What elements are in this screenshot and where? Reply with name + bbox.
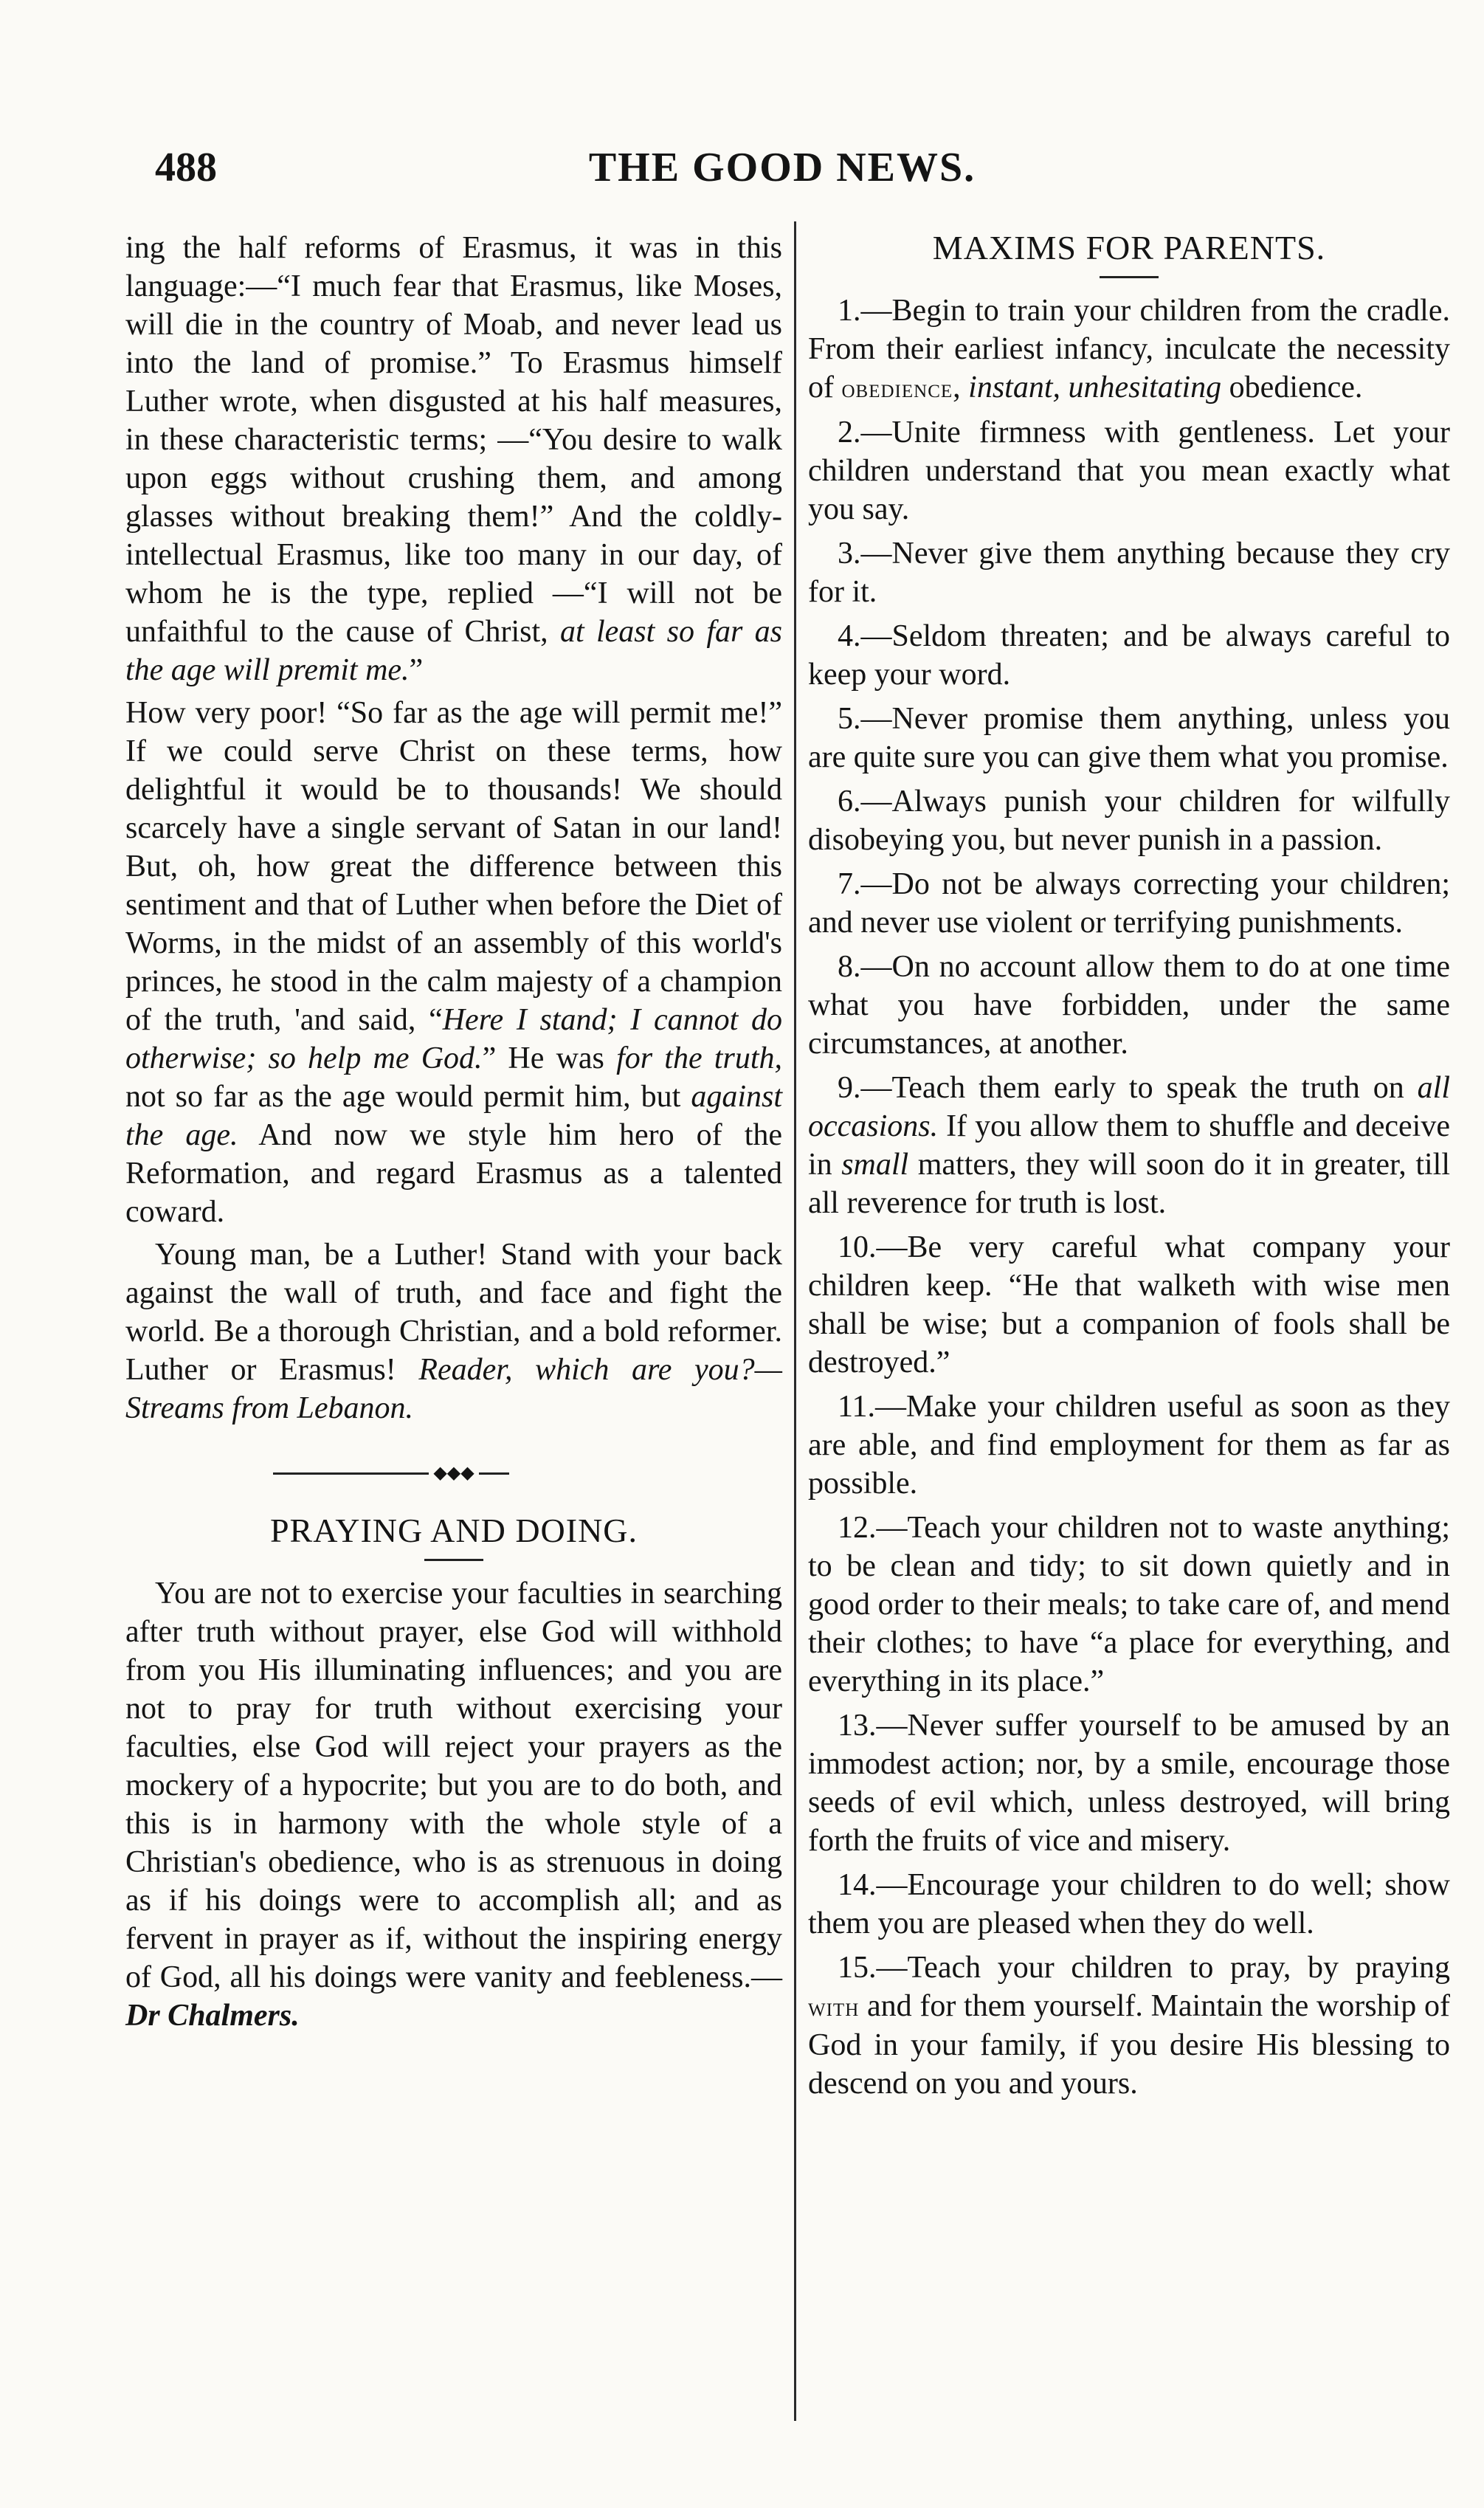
heading-rule [424,1559,483,1561]
praying-paragraph: You are not to exercise your faculties in searching after truth without prayer, else God will withhold from you His illuminating influences; and you are not to pray for truth without exercising your faculties, else God will reject your prayers as the mockery of a hypocrite; but you are to do both, and this is in harmony with the whole style of a Christian's obedience, who is as strenuous in doing as if his doings were to accomplish all; and as fervent in prayer as if, without the inspiring energy of God, all his doings were vanity and feebleness.—Dr Chalmers. [125,1577,782,2033]
left-column [125,229,782,2039]
diamond-ornament-icon: ◆◆◆ [429,1464,478,1483]
page-number: 488 [155,145,217,190]
section-ornament [125,1464,782,1482]
maxim-5: 5.—Never promise them anything, unless you are quite sure you can give them what you promise. [808,702,1450,774]
maxim-8: 8.—On no account allow them to do at one time what you have forbidden, under the same circumstances, at another. [808,950,1450,1061]
maxim-12: 12.—Teach your children not to waste anything; to be clean and tidy; to sit down quietly and in good order to their meals; to take care of, and mend their clothes; to have “a place for everything, and everything in its place.” [808,1511,1450,1698]
luther-paragraph-3: Young man, be a Luther! Stand with your back against the wall of truth, and face and fight the world. Be a thorough Christian, and a bold reformer. Luther or Erasmus! Reader, which are you?—Streams from Lebanon. [125,1238,782,1425]
page-header [133,144,1432,203]
heading-rule [1100,276,1159,278]
maxim-10: 10.—Be very careful what company your children keep. “He that walketh with wise men shall be wise; but a companion of fools shall be destroyed.” [808,1230,1450,1379]
maxim-13: 13.—Never suffer yourself to be amused by an immodest action; nor, by a smile, encourage those seeds of evil which, unless destroyed, will bring forth the fruits of vice and misery. [808,1709,1450,1858]
maxim-9: 9.—Teach them early to speak the truth on all occasions. If you allow them to shuffle and deceive in small matters, they will soon do it in greater, till all reverence for truth is lost. [808,1071,1450,1220]
luther-paragraph-2: How very poor! “So far as the age will permit me!” If we could serve Christ on these terms, how delightful it would be to thousands! We should scarcely have a single servant of Satan in our land! But, oh, how great the difference between this sentiment and that of Luther when before the Diet of Worms, in the midst of an assembly of this world's princes, he stood in the calm majesty of a champion of the truth, 'and said, “Here I stand; I cannot do otherwise; so help me God.” He was for the truth, not so far as the age would permit him, but against the age. And now we style him hero of the Reformation, and regard Erasmus as a talented coward. [125,696,783,1229]
maxim-3: 3.—Never give them anything because they cry for it. [808,537,1450,609]
maxims-heading: MAXIMS FOR PARENTS. [932,229,1326,266]
maxim-1: 1.—Begin to train your children from the cradle. From their earliest infancy, inculcate the necessity of obedience, instant, unhesitating obedience. [808,294,1450,404]
maxim-11: 11.—Make your children useful as soon as they are able, and find employment for them as far as possible. [808,1390,1450,1501]
praying-heading: PRAYING AND DOING. [269,1512,638,1549]
maxim-6: 6.—Always punish your children for wilfully disobeying you, but never punish in a passion. [808,785,1450,857]
luther-paragraph-1: ing the half reforms of Erasmus, it was in this language:—“I much fear that Erasmus, like Moses, will die in the country of Moab, and never lead us into the land of promise.” To Erasmus himself Luther wrote, when disgusted at his half measures, in these characteristic terms; —“You desire to walk upon eggs without crushing them, and among glasses without breaking them!” And the coldly-intellectual Erasmus, like too many in our day, of whom he is the type, replied —“I will not be unfaithful to the cause of Christ, at least so far as the age will premit me.” [125,231,782,687]
right-column [808,229,1450,2109]
maxim-7: 7.—Do not be always correcting your children; and never use violent or terrifying punishments. [808,867,1450,940]
maxim-2: 2.—Unite firmness with gentleness. Let your children understand that you mean exactly what you say. [808,416,1450,526]
column-divider [794,221,796,2421]
running-title: THE GOOD NEWS. [588,145,976,190]
maxim-15: 15.—Teach your children to pray, by praying with and for them yourself. Maintain the worship of God in your family, if you desire His blessing to descend on you and yours. [808,1951,1450,2101]
maxim-4: 4.—Seldom threaten; and be always careful to keep your word. [808,619,1450,692]
maxim-14: 14.—Encourage your children to do well; show them you are pleased when they do well. [808,1868,1450,1940]
